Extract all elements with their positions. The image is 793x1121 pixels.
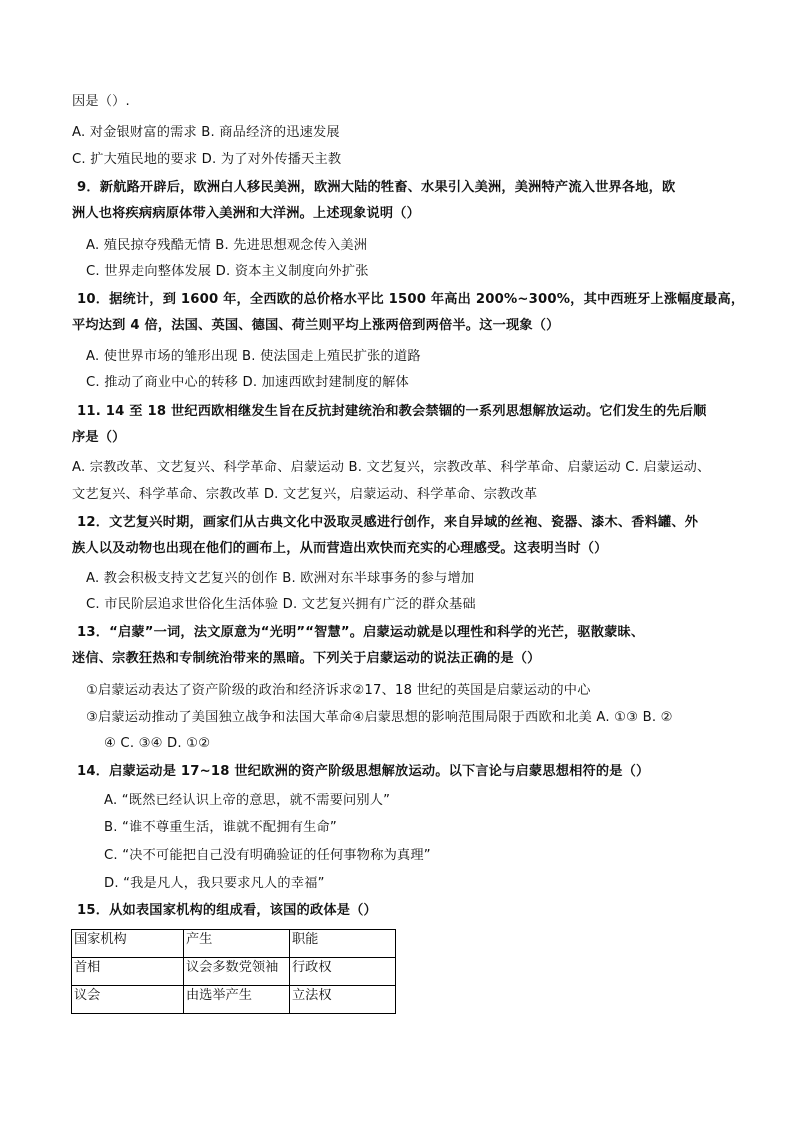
option-line-q10-ab: A. 使世界市场的雏形出现 B. 使法国走上殖民扩张的道路 — [86, 349, 421, 364]
table-row — [72, 958, 396, 986]
option-line-q12-ab: A. 教会积极支持文艺复兴的创作 B. 欧洲对东半球事务的参与增加 — [86, 571, 475, 586]
statement-line-q13-1: ①启蒙运动表达了资产阶级的政治和经济诉求②17、18 世纪的英国是启蒙运动的中心 — [86, 683, 591, 698]
table-row — [72, 986, 396, 1014]
question-12-line-1: 12．文艺复兴时期，画家们从古典文化中汲取灵感进行创作，来自异域的丝袍、瓷器、漆木、香料罐、外 — [77, 515, 699, 530]
option-line-q12-cd: C. 市民阶层追求世俗化生活体验 D. 文艺复兴拥有广泛的群众基础 — [86, 597, 476, 612]
question-10-line-2: 平均达到 4 倍，法国、英国、德国、荷兰则平均上涨两倍到两倍半。这一现象（） — [72, 318, 560, 333]
option-line-q11-2: 文艺复兴、科学革命、宗教改革 D. 文艺复兴，启蒙运动、科学革命、宗教改革 — [72, 487, 538, 502]
table-cell: 立法权 — [290, 986, 396, 1014]
table-cell: 职能 — [290, 930, 396, 958]
table-row — [72, 930, 396, 958]
table-cell: 国家机构 — [72, 930, 184, 958]
question-12-line-2: 族人以及动物也出现在他们的画布上，从而营造出欢快而充实的心理感受。这表明当时（） — [72, 541, 608, 556]
option-line-q10-cd: C. 推动了商业中心的转移 D. 加速西欧封建制度的解体 — [86, 375, 409, 390]
statement-line-q13-2: ③启蒙运动推动了美国独立战争和法国大革命④启蒙思想的影响范围局限于西欧和北美 A. ①③ B. ② — [86, 710, 673, 725]
option-line-q8-ab: A. 对金银财富的需求 B. 商品经济的迅速发展 — [72, 125, 340, 140]
question-9-line-2: 洲人也将疾病病原体带入美洲和大洋洲。上述现象说明（） — [72, 206, 421, 221]
question-14: 14．启蒙运动是 17~18 世纪欧洲的资产阶级思想解放运动。以下言论与启蒙思想相符的是（） — [77, 764, 650, 779]
option-q14-a: A. “既然已经认识上帝的意思，就不需要问别人” — [104, 793, 391, 808]
state-institutions-table — [71, 929, 396, 1014]
table-cell: 产生 — [184, 930, 290, 958]
question-13-line-1: 13．“启蒙”一词，法文原意为“光明”“智慧”。启蒙运动就是以理性和科学的光芒，驱散蒙昧、 — [77, 625, 645, 640]
question-11-line-2: 序是（） — [72, 430, 126, 445]
table-cell: 议会 — [72, 986, 184, 1014]
question-9-line-1: 9．新航路开辟后，欧洲白人移民美洲，欧洲大陆的牲畜、水果引入美洲，美洲特产流入世界各地，欧 — [77, 180, 676, 195]
option-q14-d: D. “我是凡人，我只要求凡人的幸福” — [104, 876, 325, 891]
option-q14-c: C. “决不可能把自己没有明确验证的任何事物称为真理” — [104, 848, 431, 863]
question-10-line-1: 10．据统计，到 1600 年，全西欧的总价格水平比 1500 年高出 200%~300%，其中西班牙上涨幅度最高， — [77, 292, 745, 307]
text-line-1: 因是（）. — [72, 94, 130, 109]
option-line-q8-cd: C. 扩大殖民地的要求 D. 为了对外传播天主教 — [72, 152, 342, 167]
option-line-q9-cd: C. 世界走向整体发展 D. 资本主义制度向外扩张 — [86, 264, 369, 279]
table-cell: 议会多数党领袖 — [184, 958, 290, 986]
question-13-line-2: 迷信、宗教狂热和专制统治带来的黑暗。下列关于启蒙运动的说法正确的是（） — [72, 651, 541, 666]
option-line-q9-ab: A. 殖民掠夺残酷无情 B. 先进思想观念传入美洲 — [86, 238, 368, 253]
option-line-q13: ④ C. ③④ D. ①② — [104, 736, 211, 751]
question-15: 15．从如表国家机构的组成看，该国的政体是（） — [77, 903, 377, 918]
question-11-line-1: 11. 14 至 18 世纪西欧相继发生旨在反抗封建统治和教会禁锢的一系列思想解放运动。它们发生的先后顺 — [77, 404, 707, 419]
table-cell: 首相 — [72, 958, 184, 986]
table-cell: 行政权 — [290, 958, 396, 986]
option-line-q11-1: A. 宗教改革、文艺复兴、科学革命、启蒙运动 B. 文艺复兴，宗教改革、科学革命、启蒙运动 C. 启蒙运动、 — [72, 460, 711, 475]
table-cell: 由选举产生 — [184, 986, 290, 1014]
option-q14-b: B. “谁不尊重生活，谁就不配拥有生命” — [104, 820, 337, 835]
